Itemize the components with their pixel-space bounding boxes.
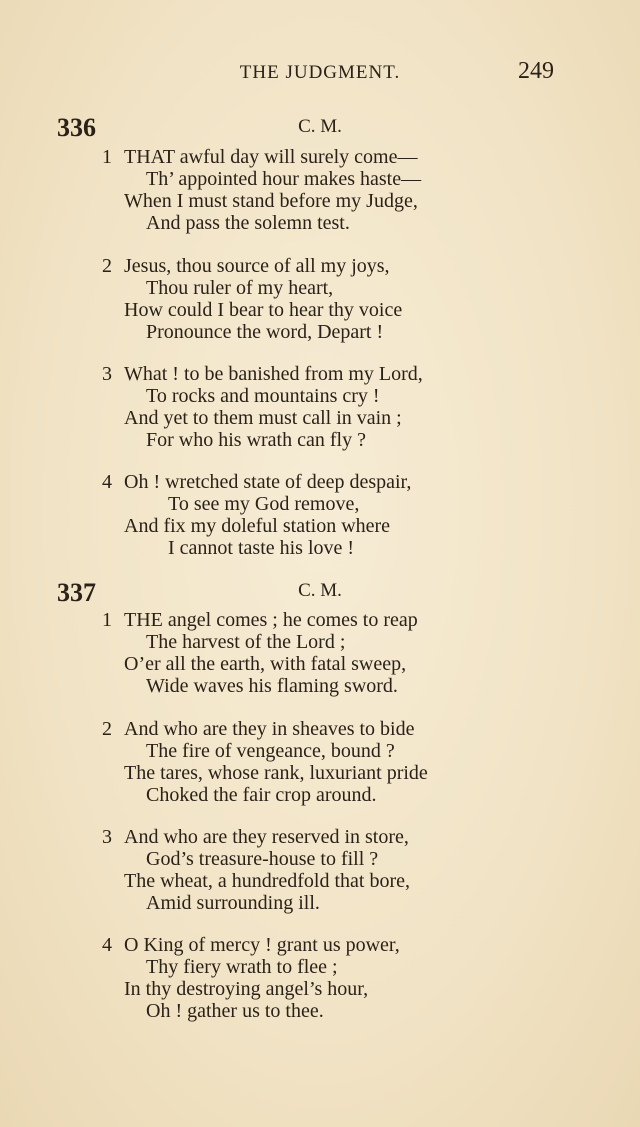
verse-line: Oh ! gather us to thee.: [146, 1000, 324, 1022]
hymn-meter: C. M.: [298, 580, 342, 601]
verse-line: And who are they in sheaves to bide: [124, 718, 415, 740]
verse-line: THE angel comes ; he comes to reap: [124, 609, 418, 631]
verse-line: Choked the fair crop around.: [146, 784, 377, 806]
hymn-number: 337: [57, 578, 96, 607]
verse-line: O King of mercy ! grant us power,: [124, 934, 400, 956]
stanza-number: 3: [102, 826, 112, 848]
running-title: THE JUDGMENT.: [239, 62, 401, 83]
hymn-meter: C. M.: [298, 116, 342, 137]
verse-line: When I must stand before my Judge,: [124, 190, 418, 212]
stanza-number: 2: [102, 718, 112, 740]
verse-line: Amid surrounding ill.: [146, 892, 320, 914]
verse-line: To see my God remove,: [168, 493, 360, 515]
verse-line: Oh ! wretched state of deep despair,: [124, 471, 412, 493]
verse-line: In thy destroying angel’s hour,: [124, 978, 369, 1000]
stanza-number: 4: [102, 471, 112, 493]
verse-line: O’er all the earth, with fatal sweep,: [124, 653, 407, 675]
verse-line: And yet to them must call in vain ;: [124, 407, 402, 429]
verse-line: THAT awful day will surely come—: [124, 146, 418, 168]
verse-line: Thy fiery wrath to flee ;: [146, 956, 338, 978]
verse-line: The harvest of the Lord ;: [146, 631, 346, 653]
verse-line: The tares, whose rank, luxuriant pride: [124, 762, 428, 784]
verse-line: What ! to be banished from my Lord,: [124, 363, 423, 385]
verse-line: I cannot taste his love !: [168, 537, 355, 559]
verse-line: For who his wrath can fly ?: [146, 429, 366, 451]
verse-line: The wheat, a hundredfold that bore,: [124, 870, 411, 892]
stanza-number: 4: [102, 934, 112, 956]
stanza-number: 3: [102, 363, 112, 385]
verse-line: To rocks and mountains cry !: [146, 385, 380, 407]
hymn-number: 336: [57, 113, 96, 142]
stanza-number: 1: [102, 146, 112, 168]
verse-line: Th’ appointed hour makes haste—: [146, 168, 422, 190]
verse-line: And who are they reserved in store,: [124, 826, 409, 848]
verse-line: The fire of vengeance, bound ?: [146, 740, 395, 762]
verse-line: Jesus, thou source of all my joys,: [124, 255, 390, 277]
verse-line: Pronounce the word, Depart !: [146, 321, 384, 343]
verse-line: And pass the solemn test.: [146, 212, 350, 234]
verse-line: Wide waves his flaming sword.: [146, 675, 398, 697]
verse-line: Thou ruler of my heart,: [146, 277, 334, 299]
verse-line: And fix my doleful station where: [124, 515, 391, 537]
verse-line: How could I bear to hear thy voice: [124, 299, 403, 321]
stanza-number: 2: [102, 255, 112, 277]
stanza-number: 1: [102, 609, 112, 631]
verse-line: God’s treasure-house to fill ?: [146, 848, 379, 870]
page-number: 249: [518, 58, 554, 84]
